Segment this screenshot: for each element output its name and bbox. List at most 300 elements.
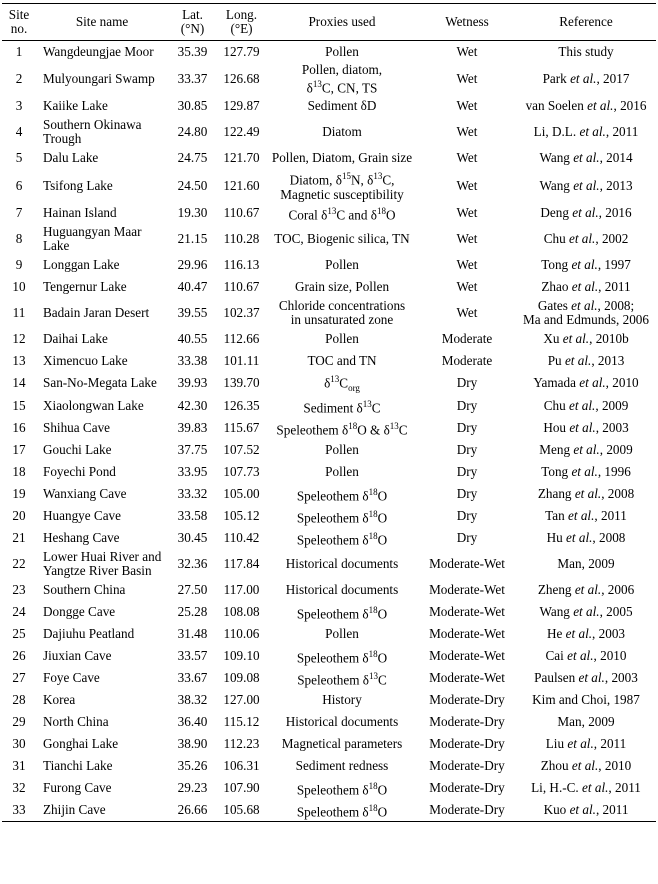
long-cell: 115.67 [223,419,260,435]
wetness-cell: Moderate [441,352,493,368]
site-no-cell: 31 [12,757,26,773]
lat-cell: 24.80 [177,124,208,140]
reference-cell-line: Deng et al., 2016 [540,204,632,220]
site-no-cell: 21 [12,529,26,545]
proxies-cell [266,461,418,483]
site-no-cell: 7 [15,204,23,220]
site-name-cell: Heshang Cave [43,529,120,545]
long-cell: 126.68 [223,71,260,87]
table-row [2,95,656,117]
reference-cell-line: Gates et al., 2008; [537,297,635,313]
proxies-cell [266,755,418,777]
table-row [2,461,656,483]
table-row [2,395,656,417]
reference-cell [516,395,656,417]
proxies-cell [266,417,418,439]
site-no-cell: 27 [12,669,26,685]
reference-cell [516,350,656,372]
site-no-cell: 25 [12,625,26,641]
proxies-cell-line: Historical documents [285,713,399,729]
proxies-cell [266,224,418,254]
site-no-cell: 3 [15,98,23,114]
reference-cell [516,623,656,645]
lat-cell: 25.28 [177,603,208,619]
lat-cell: 35.26 [177,757,208,773]
table-row [2,711,656,733]
proxies-cell-line: Pollen [325,330,359,346]
reference-cell-line: Wang et al., 2005 [539,603,633,619]
wetness-cell: Moderate-Dry [429,757,505,773]
header-reference: Reference [516,4,656,41]
reference-cell-line: Ma and Edmunds, 2006 [522,311,649,327]
proxies-cell [266,549,418,579]
long-cell: 127.00 [223,691,260,707]
reference-cell-line: Zhou et al., 2010 [540,757,632,773]
reference-cell-line: Zhang et al., 2008 [537,485,635,501]
reference-cell [516,667,656,689]
long-cell: 102.37 [223,304,260,320]
lat-cell: 38.32 [177,691,208,707]
site-no-cell: 11 [12,304,26,320]
site-name-cell: Jiuxian Cave [43,647,112,663]
reference-cell [516,276,656,298]
lat-cell: 33.32 [177,485,208,501]
reference-cell [516,254,656,276]
reference-cell [516,372,656,395]
lat-cell: 40.47 [177,278,208,294]
long-cell: 110.67 [223,278,260,294]
header-site-no: Site no. [2,4,36,41]
header-proxies: Proxies used [266,4,418,41]
proxies-cell-line: Diatom, $\delta^{15}N$, $\delta^{13}C$, [289,171,395,188]
long-cell: 115.12 [223,713,260,729]
proxies-cell-line: Magnetic susceptibility [280,186,404,202]
reference-cell-line: Tong et al., 1997 [541,256,631,272]
lat-cell: 39.55 [177,304,208,320]
wetness-cell: Dry [456,463,478,479]
proxies-cell [266,41,418,64]
wetness-cell: Moderate-Wet [429,647,505,663]
long-cell: 110.42 [223,529,260,545]
site-name-cell: Mulyoungari Swamp [43,71,155,87]
proxies-cell-line: Pollen [325,463,359,479]
header-wetness: Wetness [418,4,516,41]
reference-cell-line: Xu et al., 2010b [543,330,629,346]
site-no-cell: 23 [12,581,26,597]
reference-cell-line: Kuo et al., 2011 [543,801,629,817]
site-name-cell: Longgan Lake [43,256,120,272]
wetness-cell: Moderate-Wet [429,669,505,685]
table-row [2,505,656,527]
lat-cell: 21.15 [177,230,208,246]
proxies-cell-line: Sediment $\delta^{13}C$ [303,398,381,415]
wetness-cell: Moderate-Wet [429,625,505,641]
site-name-cell: Xiaolongwan Lake [43,397,144,413]
site-no-cell: 16 [12,419,26,435]
table-row [2,147,656,169]
site-no-cell: 10 [12,278,26,294]
wetness-cell: Wet [456,177,478,193]
proxies-cell-line: Magnetical parameters [281,735,403,751]
site-no-cell: 29 [12,713,26,729]
site-name-cell: North China [43,713,109,729]
proxy-sites-table [2,3,656,822]
long-cell: 105.12 [223,507,260,523]
proxies-cell-line: Sediment δD [307,98,377,114]
table-row [2,439,656,461]
proxies-cell-line: $\delta^{13}C$, CN, TS [306,79,378,96]
wetness-cell: Wet [456,150,478,166]
site-name-cell: Southern Okinawa Trough [43,117,142,147]
header-long: Long. (°E) [217,4,266,41]
reference-cell-line: Cai et al., 2010 [545,647,627,663]
long-cell: 108.08 [223,603,260,619]
reference-cell [516,439,656,461]
proxies-cell [266,169,418,201]
site-name-cell: San-No-Megata Lake [43,375,157,391]
site-no-cell: 18 [12,463,26,479]
long-cell: 121.60 [223,177,260,193]
long-cell: 112.66 [223,330,260,346]
table-row [2,667,656,689]
proxies-cell-line: Speleothem $\delta^{13}C$ [297,670,387,687]
reference-cell [516,527,656,549]
site-no-cell: 12 [12,330,26,346]
site-no-cell: 8 [15,230,23,246]
lat-cell: 30.85 [177,98,208,114]
site-no-cell: 24 [12,603,26,619]
site-name-cell: Daihai Lake [43,330,108,346]
site-name-cell: Southern China [43,581,126,597]
table-row [2,549,656,579]
proxies-cell [266,645,418,667]
site-no-cell: 32 [12,779,26,795]
long-cell: 139.70 [223,375,260,391]
lat-cell: 29.23 [177,779,208,795]
lat-cell: 37.75 [177,441,208,457]
table-row [2,372,656,395]
reference-cell-line: Chu et al., 2002 [543,230,629,246]
lat-cell: 32.36 [177,555,208,571]
site-name-cell: Furong Cave [43,779,112,795]
reference-cell [516,601,656,623]
table-row [2,483,656,505]
lat-cell: 36.40 [177,713,208,729]
reference-cell-line: Li, D.L. et al., 2011 [533,124,639,140]
site-name-cell: Huangye Cave [43,507,121,523]
reference-cell [516,755,656,777]
lat-cell: 27.50 [177,581,208,597]
proxies-cell-line: TOC, Biogenic silica, TN [274,230,410,246]
reference-cell-line: Zheng et al., 2006 [537,581,635,597]
wetness-cell: Wet [456,256,478,272]
site-name-cell: Huguangyan Maar Lake [43,223,142,253]
wetness-cell: Wet [456,304,478,320]
site-name-cell: Tsifong Lake [43,177,113,193]
lat-cell: 42.30 [177,397,208,413]
proxies-cell [266,147,418,169]
table-row [2,689,656,711]
site-no-cell: 22 [12,555,26,571]
lat-cell: 29.96 [177,256,208,272]
reference-cell [516,645,656,667]
wetness-cell: Wet [456,71,478,87]
reference-cell-line: Meng et al., 2009 [539,441,633,457]
lat-cell: 33.58 [177,507,208,523]
proxies-cell-line: $\delta^{13}C_{org}$ [324,373,360,393]
lat-cell: 31.48 [177,625,208,641]
lat-cell: 39.93 [177,375,208,391]
site-no-cell: 26 [12,647,26,663]
wetness-cell: Wet [456,98,478,114]
reference-cell-line: Hou et al., 2003 [543,419,629,435]
long-cell: 121.70 [223,150,260,166]
wetness-cell: Dry [456,507,478,523]
reference-cell [516,95,656,117]
wetness-cell: Dry [456,397,478,413]
proxies-cell [266,395,418,417]
reference-cell-line: This study [558,44,614,59]
site-no-cell: 15 [12,397,26,413]
reference-cell-line: Li, H.-C. et al., 2011 [531,779,641,795]
proxies-cell-line: Historical documents [285,555,399,571]
long-cell: 106.31 [223,757,260,773]
table-row [2,41,656,64]
wetness-cell: Moderate-Dry [418,799,516,822]
table-row [2,298,656,328]
reference-cell [516,224,656,254]
site-no-cell: 30 [12,735,26,751]
site-name-cell: Tianchi Lake [43,757,113,773]
reference-cell-line: Park et al., 2017 [542,71,630,87]
table-row [2,527,656,549]
reference-cell [516,169,656,201]
reference-cell-line: Tan et al., 2011 [545,507,627,523]
reference-cell-line: Zhao et al., 2011 [541,278,631,294]
site-name-cell: Dajiuhu Peatland [43,625,135,641]
reference-cell [516,483,656,505]
long-cell: 101.11 [223,352,260,368]
proxies-cell-line: Grain size, Pollen [294,278,390,294]
long-cell: 109.10 [223,647,260,663]
proxies-cell-line: Speleothem $\delta^{18}O$ [296,780,388,797]
proxies-cell [266,202,418,224]
long-cell: 110.06 [223,625,260,641]
reference-cell [516,417,656,439]
reference-cell [516,689,656,711]
proxies-cell [266,117,418,147]
proxies-cell-line: Coral $\delta^{13}C$ and $\delta^{18}O$ [288,205,396,222]
long-cell: 127.79 [223,44,260,59]
proxies-cell [266,276,418,298]
site-no-cell: 5 [15,150,23,166]
reference-cell-line: Yamada et al., 2010 [533,375,639,391]
wetness-cell: Moderate-Wet [429,603,505,619]
proxies-cell-line: Diatom [322,124,362,140]
site-name-cell: Korea [43,691,76,707]
table-row [2,117,656,147]
table-row [2,417,656,439]
table-row [2,350,656,372]
site-name-cell: Gouchi Lake [43,441,112,457]
reference-cell-line: Paulsen et al., 2003 [534,669,638,685]
header-site-name: Site name [36,4,168,41]
wetness-cell: Moderate-Wet [429,581,505,597]
site-name-cell: Shihua Cave [43,419,111,435]
long-cell: 112.23 [223,735,260,751]
lat-cell: 30.45 [177,529,208,545]
proxies-cell [266,711,418,733]
reference-cell-line: Chu et al., 2009 [543,397,629,413]
wetness-cell: Dry [456,375,478,391]
proxies-cell [266,527,418,549]
wetness-cell: Moderate-Wet [429,555,505,571]
header-row [2,4,656,41]
site-name-cell: Dalu Lake [43,150,99,166]
reference-cell-line: Man, 2009 [557,555,615,571]
reference-cell [516,549,656,579]
long-cell: 129.87 [223,98,260,114]
proxies-cell-line: Chloride concentrations [278,297,406,313]
reference-cell-line: Pu et al., 2013 [547,352,625,368]
site-no-cell: 4 [15,124,23,140]
proxies-cell-line: Historical documents [285,581,399,597]
reference-cell-line: He et al., 2003 [546,625,626,641]
table-row [2,254,656,276]
reference-cell [516,799,656,822]
wetness-cell: Moderate-Dry [429,735,505,751]
table-row [2,601,656,623]
lat-cell: 19.30 [177,204,208,220]
site-name-cell: Tengernur Lake [43,278,127,294]
proxies-cell [266,298,418,328]
wetness-cell: Dry [456,485,478,501]
wetness-cell: Dry [456,419,478,435]
wetness-cell: Moderate-Dry [429,713,505,729]
header-lat: Lat. (°N) [168,4,217,41]
table-row [2,799,656,822]
lat-cell: 39.83 [177,419,208,435]
wetness-cell: Moderate [441,330,493,346]
reference-cell-line: van Soelen et al., 2016 [525,98,647,114]
proxies-cell-line: Pollen, diatom, [301,62,383,77]
reference-cell [516,579,656,601]
proxies-cell-line: History [322,691,362,707]
site-name-cell: Gonghai Lake [43,735,119,751]
wetness-cell: Wet [456,230,478,246]
site-name-cell: Dongge Cave [43,603,116,619]
proxies-cell [266,623,418,645]
reference-cell-line: Liu et al., 2011 [545,735,627,751]
site-name-cell: Wanxiang Cave [43,485,127,501]
table-row [2,579,656,601]
lat-cell: 35.39 [177,44,208,59]
table-row [2,623,656,645]
proxies-cell-line: Pollen [325,625,359,641]
table-row [2,276,656,298]
lat-cell: 33.38 [177,352,208,368]
wetness-cell: Wet [456,204,478,220]
long-cell: 110.67 [223,204,260,220]
proxies-cell-line: Speleothem $\delta^{18}O$ [296,802,388,819]
site-no-cell: 19 [12,485,26,501]
site-no-cell: 14 [12,375,26,391]
table-row [2,169,656,201]
reference-cell-line: Wang et al., 2014 [539,150,633,166]
table-row [2,328,656,350]
long-cell: 122.49 [223,124,260,140]
site-no-cell: 17 [12,441,26,457]
site-no-cell: 6 [15,177,23,193]
reference-cell [516,461,656,483]
reference-cell-line: Hu et al., 2008 [546,529,626,545]
site-no-cell: 2 [15,71,23,87]
proxies-cell-line: Speleothem $\delta^{18}O$ [296,530,388,547]
long-cell: 117.84 [223,555,260,571]
proxies-cell-line: Pollen [325,44,359,59]
wetness-cell: Moderate-Dry [429,779,505,795]
reference-cell-line: Man, 2009 [557,713,615,729]
long-cell: 116.13 [223,256,260,272]
reference-cell-line: Tong et al., 1996 [541,463,631,479]
reference-cell [516,505,656,527]
reference-cell [516,41,656,64]
site-name-cell: Foyechi Pond [43,463,116,479]
lat-cell: 24.50 [177,177,208,193]
table-row [2,755,656,777]
site-name-cell: Wangdeungjae Moor [43,44,154,59]
proxies-cell [266,505,418,527]
table-body [2,41,656,822]
lat-cell: 33.95 [177,463,208,479]
table-row [2,645,656,667]
proxies-cell-line: Speleothem $\delta^{18}O$ [296,508,388,525]
lat-cell: 33.57 [177,647,208,663]
site-name-cell: Kaiike Lake [43,98,108,114]
lat-cell: 38.90 [177,735,208,751]
long-cell: 109.08 [223,669,260,685]
proxies-cell-line: Speleothem $\delta^{18}O$ [296,604,388,621]
proxies-cell [266,579,418,601]
reference-cell [516,202,656,224]
proxies-cell [266,439,418,461]
proxies-cell [266,799,418,822]
table-row [2,777,656,799]
long-cell: 107.73 [223,463,260,479]
reference-cell [516,328,656,350]
lat-cell: 33.37 [177,71,208,87]
site-no-cell: 1 [15,44,23,59]
site-name-cell: Foye Cave [43,669,100,685]
proxies-cell-line: Speleothem $\delta^{18}O$ & $\delta^{13}C$ [276,420,408,437]
proxies-cell [266,372,418,395]
proxies-cell-line: Pollen [325,256,359,272]
long-cell: 126.35 [223,397,260,413]
wetness-cell: Wet [456,44,478,59]
site-no-cell: 13 [12,352,26,368]
table-row [2,63,656,95]
proxies-cell [266,254,418,276]
proxies-cell [266,328,418,350]
proxies-cell [266,667,418,689]
reference-cell [516,147,656,169]
table-row [2,202,656,224]
lat-cell: 40.55 [177,330,208,346]
site-name-cell: Hainan Island [43,204,117,220]
proxies-cell [266,733,418,755]
reference-cell [516,711,656,733]
proxies-cell [266,689,418,711]
